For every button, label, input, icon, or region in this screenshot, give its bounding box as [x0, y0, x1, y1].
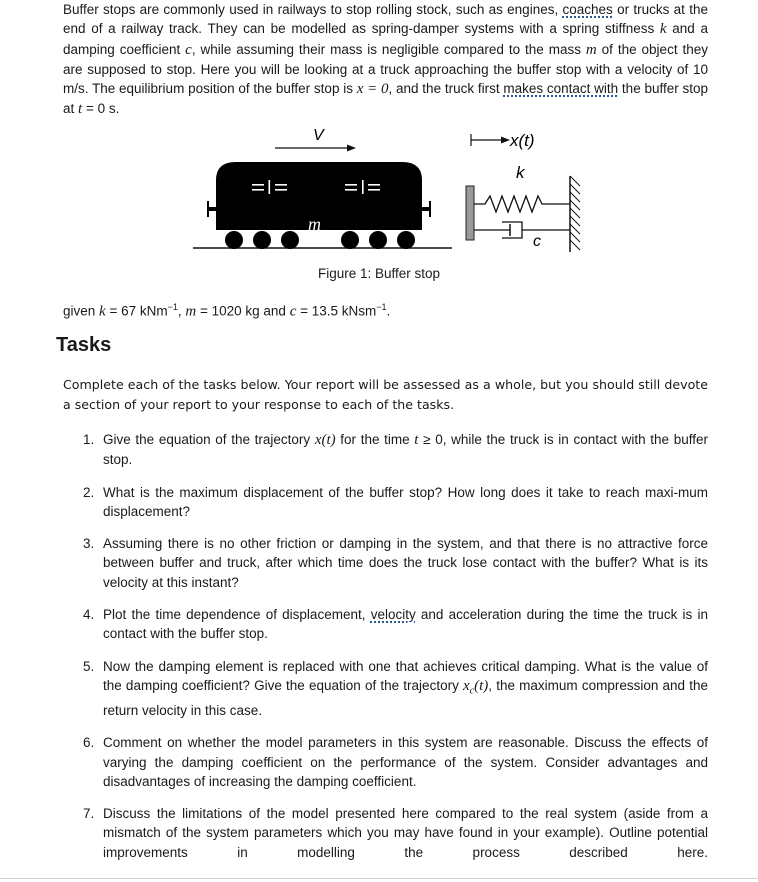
param-c-exponent: −1 — [376, 302, 387, 312]
task-math: t — [414, 432, 419, 448]
task-number: 4. — [83, 607, 95, 623]
task-item — [63, 804, 708, 862]
param-k-value: = 67 kNm — [105, 303, 168, 319]
task-item — [63, 657, 708, 721]
equilibrium-expression: x = 0 — [356, 81, 389, 98]
k-label: k — [516, 163, 525, 182]
truck-right-buffer-plate — [429, 201, 431, 217]
task-text: Now the damping element is replaced with one that achieves critical damping. What is the value of the damping coefficient? Give the equation of the trajectory — [103, 658, 708, 693]
spring — [474, 196, 570, 212]
param-k-exponent: −1 — [167, 302, 178, 312]
param-c-symbol: c — [289, 303, 297, 320]
symbol-m: m — [585, 41, 597, 58]
param-m-value: = 1020 kg and — [196, 303, 290, 319]
figure-caption: Figure 1: Buffer stop — [317, 266, 441, 281]
task-number: 6. — [83, 735, 95, 751]
intro-text: or trucks at the end of a railway track. They can be modelled as spring-damper systems with a spring stiffness — [63, 2, 708, 37]
tasks-heading: Tasks — [56, 334, 112, 356]
task-math: (t) — [474, 677, 489, 694]
wall-hatching — [570, 176, 580, 250]
x-label: x(t) — [510, 131, 535, 150]
spellcheck-word-velocity[interactable]: velocity — [370, 607, 416, 623]
task-item — [63, 483, 708, 522]
spellcheck-phrase-makes-contact[interactable]: makes contact with — [503, 81, 619, 97]
params-text: . — [386, 303, 391, 319]
symbol-c: c — [185, 41, 192, 58]
task-text: and acceleration during the time the truck is in contact with the buffer stop. — [103, 607, 708, 642]
task-list — [63, 430, 708, 862]
spellcheck-word-coaches[interactable]: coaches — [562, 2, 613, 17]
task-number: 2. — [83, 484, 95, 500]
task-text: Assuming there is no other friction or damping in the system, and that there is no attractive force between buffer and truck, after which time does the truck lose contact with the buffer? What is its velocity at this instant? — [103, 536, 708, 590]
parameters-line — [63, 302, 390, 321]
param-c-value: = 13.5 kNsm — [296, 303, 377, 319]
truck-left-buffer-plate — [207, 201, 209, 217]
truck-right-buffer — [422, 207, 430, 211]
task-math-subscript: c — [469, 685, 475, 697]
intro-text: , while assuming their mass is negligible compared to the mass — [191, 41, 586, 57]
buffer-plate — [466, 186, 474, 240]
symbol-t: t — [78, 101, 83, 118]
intro-text: Buffer stops are commonly used in railways to stop rolling stock, such as engines, — [63, 2, 563, 17]
task-text: Give the equation of the trajectory — [103, 432, 315, 447]
task-text: , the maximum compression and the return velocity in this case. — [103, 677, 708, 718]
intro-paragraph — [63, 0, 708, 120]
task-number: 5. — [83, 658, 95, 674]
intro-text: = 0 s. — [82, 101, 120, 117]
task-text: Comment on whether the model parameters in this system are reasonable. Discuss the effects of varying the damping coefficient on the performance of the system. Consider advantages and disadvantages of increasing the damping coefficient. — [103, 735, 708, 789]
task-text: What is the maximum displacement of the buffer stop? How long does it take to reach maxi-mum displacement? — [103, 484, 708, 519]
symbol-k: k — [659, 21, 667, 38]
task-math: x — [463, 677, 470, 694]
truck-left-buffer — [208, 207, 216, 211]
task-item — [63, 430, 708, 470]
velocity-arrowhead — [347, 145, 356, 152]
intro-text: , and the truck first — [388, 81, 504, 97]
x-arrowhead — [501, 137, 510, 144]
intro-text: of the object they are supposed to stop. Here you will be looking at a truck approaching the buffer stop with a velocity of 10 m/s. The equilibrium position of the buffer stop is — [63, 41, 709, 97]
param-m-symbol: m — [185, 303, 197, 320]
task-number: 7. — [83, 806, 95, 822]
task-text: Discuss the limitations of the model presented here compared to the real system (aside from a mismatch of the system parameters which you may have found in your example). Outline potential improvements in modelling the process described here. — [103, 806, 708, 860]
c-label: c — [533, 233, 541, 250]
intro-text: the buffer stop at — [63, 81, 709, 117]
page-bottom-rule — [0, 878, 758, 879]
task-item — [63, 534, 708, 592]
params-text: , — [177, 303, 186, 319]
task-text: ≥ 0, while the truck is in contact with the buffer stop. — [103, 432, 708, 468]
buffer-stop-figure — [190, 124, 590, 260]
task-text: for the time — [335, 432, 415, 447]
tasks-intro: Complete each of the tasks below. Your report will be assessed as a whole, but you should still devote a section of your report to your response to each of the tasks. — [63, 377, 708, 412]
task-number: 3. — [83, 536, 95, 552]
params-text: given — [63, 303, 100, 319]
task-item — [63, 605, 708, 644]
param-k-symbol: k — [99, 303, 106, 320]
task-number: 1. — [83, 432, 95, 447]
velocity-label: V — [313, 127, 324, 144]
intro-text: and a damping coefficient — [63, 21, 708, 57]
task-math: x(t) — [314, 432, 336, 448]
task-item — [63, 733, 708, 791]
mass-label: m — [308, 214, 321, 234]
task-text: Plot the time dependence of displacement, — [103, 607, 371, 623]
